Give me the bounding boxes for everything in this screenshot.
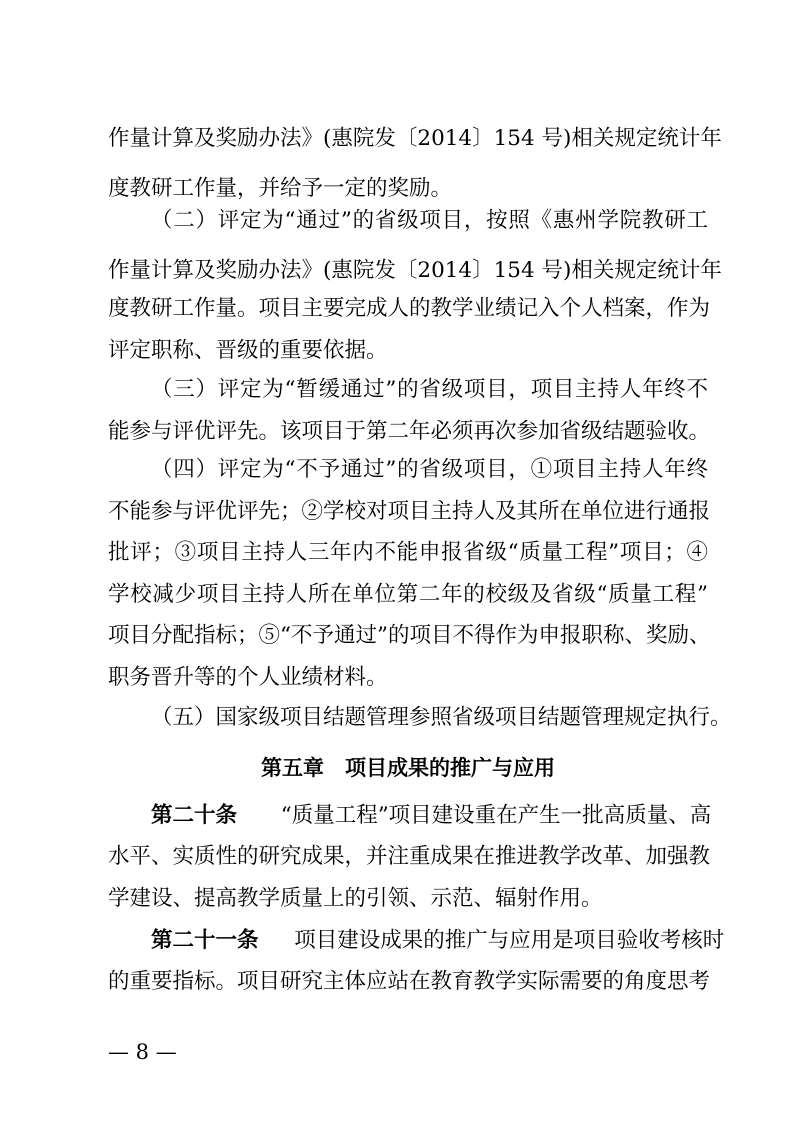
body-line: 不能参与评优评先；②学校对项目主持人及其所在单位进行通报 xyxy=(108,499,711,524)
article-21-first-line xyxy=(151,928,725,953)
article-20-first-line xyxy=(151,803,712,828)
body-line: 水平、实质性的研究成果，并注重成果在推进教学改革、加强教 xyxy=(108,844,711,869)
article-text: 项目建设成果的推广与应用是项目验收考核时 xyxy=(294,928,725,953)
body-line: （五）国家级项目结题管理参照省级项目结题管理规定执行。 xyxy=(151,705,732,730)
body-line: 的重要指标。项目研究主体应站在教育教学实际需要的角度思考 xyxy=(108,969,711,994)
article-number: 第二十一条 xyxy=(151,928,259,953)
body-line: （四）评定为“不予通过”的省级项目，①项目主持人年终 xyxy=(151,457,708,482)
body-line: 学校减少项目主持人所在单位第二年的校级及省级“质量工程” xyxy=(108,582,708,607)
body-line: 项目分配指标；⑤“不予通过”的项目不得作为申报职称、奖励、 xyxy=(108,623,711,648)
body-line: 作量计算及奖励办法》(惠院发〔2014〕154 号)相关规定统计年 xyxy=(108,126,722,151)
body-line: 能参与评优评先。该项目于第二年必须再次参加省级结题验收。 xyxy=(108,419,711,444)
body-line: 度教研工作量。项目主要完成人的教学业绩记入个人档案，作为 xyxy=(108,296,711,321)
body-line: （三）评定为“暂缓通过”的省级项目，项目主持人年终不 xyxy=(151,377,708,402)
body-line: 度教研工作量，并给予一定的奖励。 xyxy=(108,176,453,201)
page-number: — 8 — xyxy=(108,1040,177,1064)
body-line: （二）评定为“通过”的省级项目，按照《惠州学院教研工 xyxy=(151,208,708,233)
body-line: 学建设、提高教学质量上的引领、示范、辐射作用。 xyxy=(108,886,603,911)
article-number: 第二十条 xyxy=(151,803,238,828)
body-line: 职务晋升等的个人业绩材料。 xyxy=(108,665,388,690)
body-line: 作量计算及奖励办法》(惠院发〔2014〕154 号)相关规定统计年 xyxy=(108,258,722,283)
body-line: 批评；③项目主持人三年内不能申报省级“质量工程”项目；④ xyxy=(108,540,708,565)
chapter-heading: 第五章 项目成果的推广与应用 xyxy=(261,756,555,780)
article-text: “质量工程”项目建设重在产生一批高质量、高 xyxy=(280,803,712,828)
body-line: 评定职称、晋级的重要依据。 xyxy=(108,338,388,363)
